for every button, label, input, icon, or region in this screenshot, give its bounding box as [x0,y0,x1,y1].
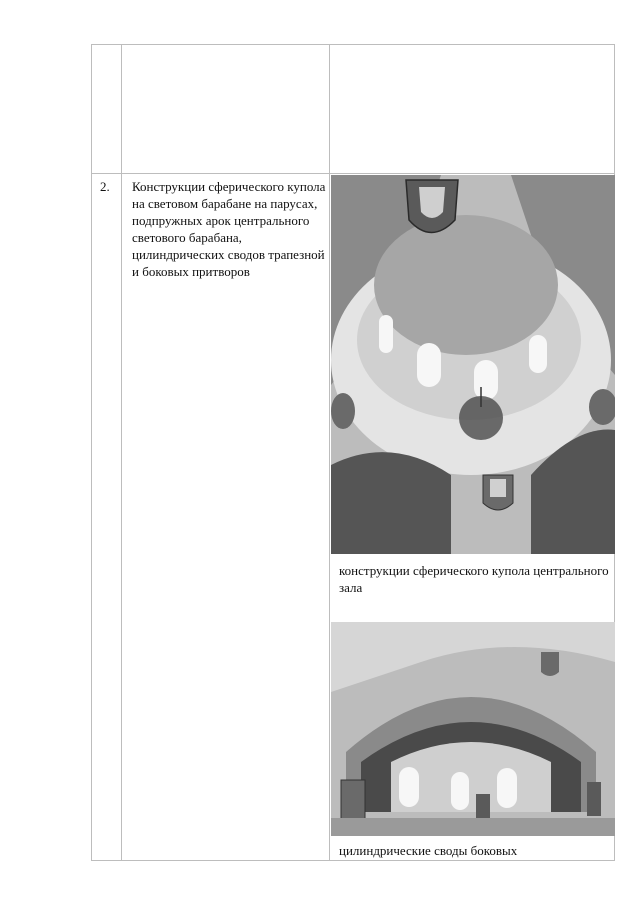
row-number: 2. [100,179,110,194]
photo-dome-caption: конструкции сферического купола центрального зала [339,563,609,595]
vaults-photo-graphic [331,622,615,836]
photo-dome [331,175,615,554]
column-divider-number [121,45,122,860]
row-divider [92,173,614,174]
dome-photo-graphic [331,175,615,554]
photo-vaults-caption: цилиндрические своды боковых [339,843,518,858]
photo-vaults [331,622,615,836]
column-divider-description [329,45,330,860]
row-description: Конструкции сферического купола на световом барабане на парусах, подпружных арок центрального светового барабана, цилиндрических сводов трапезной и боковых притворов [132,179,326,279]
